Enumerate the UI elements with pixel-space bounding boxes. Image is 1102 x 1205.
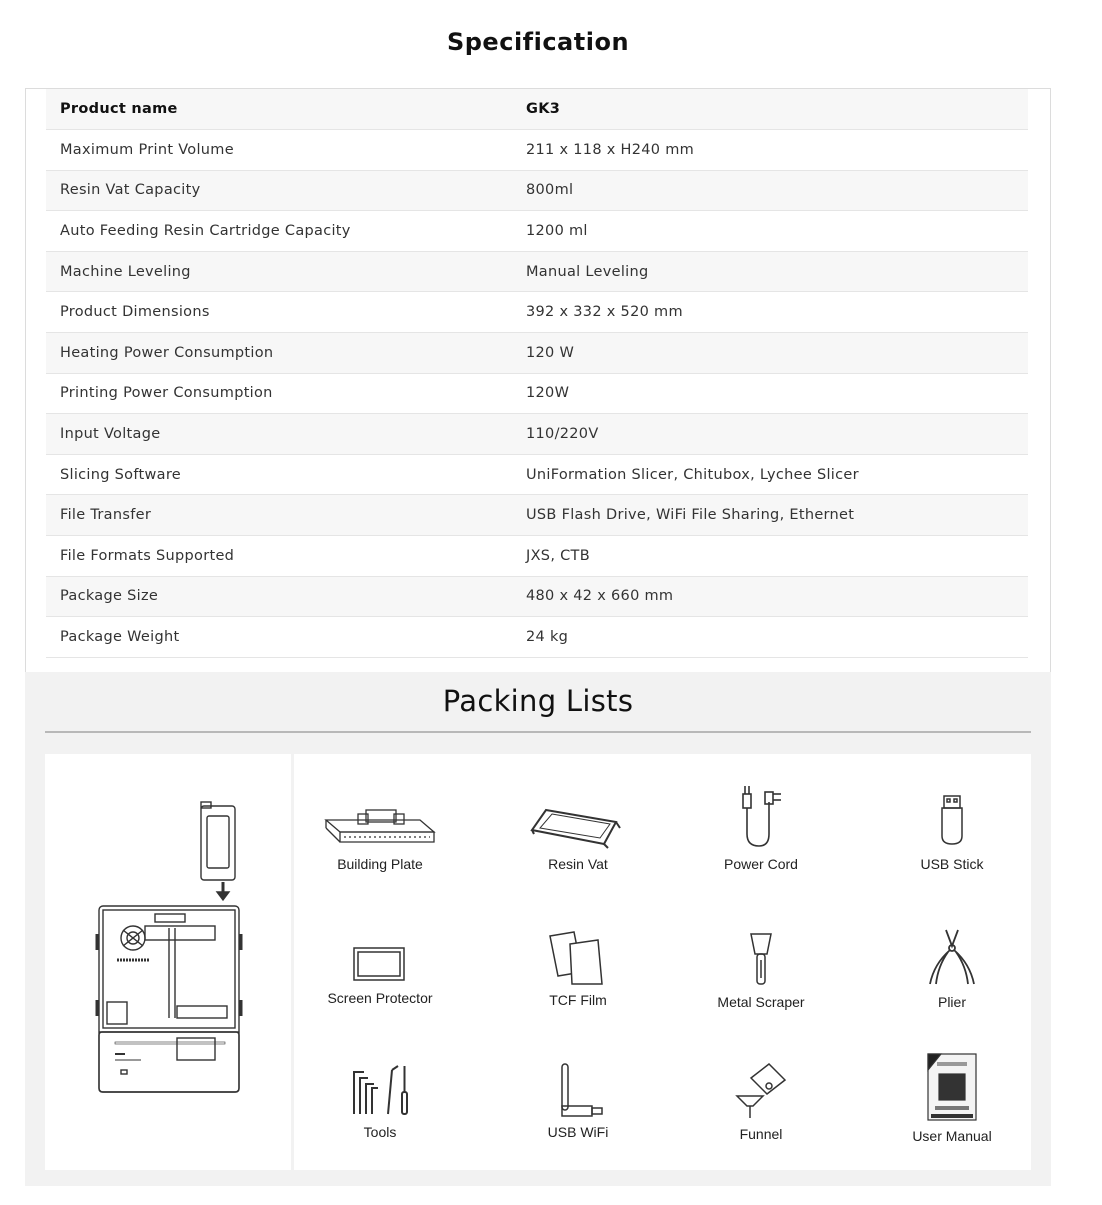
list-item: [493, 930, 663, 1008]
spec-label: Product Dimensions: [46, 292, 512, 333]
printer-illustration-panel: [45, 754, 291, 1170]
plier-icon: [922, 926, 982, 988]
spec-value: GK3: [512, 89, 1028, 130]
spec-value: 120 W: [512, 333, 1028, 374]
list-item: [493, 1062, 663, 1140]
spec-table: [46, 89, 1028, 658]
list-item: [867, 792, 1037, 872]
list-item: [676, 1060, 846, 1142]
table-row: [46, 454, 1028, 495]
spec-value: 24 kg: [512, 617, 1028, 658]
table-row: [46, 211, 1028, 252]
spec-label: Resin Vat Capacity: [46, 170, 512, 211]
usb-stick-icon: [932, 792, 972, 850]
packing-section: [25, 672, 1051, 1186]
spec-label: Slicing Software: [46, 454, 512, 495]
spec-label: Printing Power Consumption: [46, 373, 512, 414]
spec-value: 110/220V: [512, 414, 1028, 455]
list-item: [867, 1052, 1037, 1144]
spec-value: 211 x 118 x H240 mm: [512, 130, 1028, 171]
list-item: [676, 930, 846, 1010]
table-row: [46, 373, 1028, 414]
spec-label: Machine Leveling: [46, 251, 512, 292]
resin-vat-icon: [528, 804, 628, 850]
spec-value: 392 x 332 x 520 mm: [512, 292, 1028, 333]
spec-label: Heating Power Consumption: [46, 333, 512, 374]
table-row: [46, 292, 1028, 333]
packing-title: Packing Lists: [442, 684, 634, 718]
spec-label: Product name: [46, 89, 512, 130]
item-label: Plier: [937, 994, 966, 1010]
spec-value: 1200 ml: [512, 211, 1028, 252]
screen-protector-icon: [350, 944, 410, 984]
list-item: [493, 804, 663, 872]
spec-value: 120W: [512, 373, 1028, 414]
spec-label: Package Size: [46, 576, 512, 617]
spec-label: File Formats Supported: [46, 536, 512, 577]
metal-scraper-icon: [741, 930, 781, 988]
table-row: [46, 495, 1028, 536]
list-item: [867, 926, 1037, 1010]
list-item: [676, 782, 846, 872]
table-row: [46, 89, 1028, 130]
item-label: Resin Vat: [548, 856, 608, 872]
spec-label: File Transfer: [46, 495, 512, 536]
table-row: [46, 617, 1028, 658]
power-cord-icon: [721, 782, 801, 850]
spec-table-container: [25, 88, 1051, 673]
packing-items-panel: [294, 754, 1031, 1170]
list-item: [295, 1062, 465, 1140]
item-label: Funnel: [739, 1126, 783, 1142]
item-label: Screen Protector: [327, 990, 433, 1006]
list-item: [295, 804, 465, 872]
table-row: [46, 333, 1028, 374]
spec-label: Maximum Print Volume: [46, 130, 512, 171]
table-row: [46, 170, 1028, 211]
tcf-film-icon: [546, 930, 610, 986]
spec-label: Auto Feeding Resin Cartridge Capacity: [46, 211, 512, 252]
spec-label: Input Voltage: [46, 414, 512, 455]
divider: [45, 731, 1031, 733]
spec-value: USB Flash Drive, WiFi File Sharing, Ethernet: [512, 495, 1028, 536]
tools-icon: [348, 1062, 412, 1118]
funnel-icon: [729, 1060, 793, 1120]
spec-value: 480 x 42 x 660 mm: [512, 576, 1028, 617]
item-label: Metal Scraper: [717, 994, 805, 1010]
usb-wifi-icon: [548, 1062, 608, 1118]
table-row: [46, 576, 1028, 617]
spec-value: UniFormation Slicer, Chitubox, Lychee Slicer: [512, 454, 1028, 495]
table-row: [46, 536, 1028, 577]
spec-value: 800ml: [512, 170, 1028, 211]
item-label: Building Plate: [337, 856, 423, 872]
table-row: [46, 251, 1028, 292]
printer-icon: [45, 754, 291, 1170]
table-row: [46, 414, 1028, 455]
item-label: Tools: [363, 1124, 397, 1140]
spec-value: JXS, CTB: [512, 536, 1028, 577]
item-label: USB WiFi: [547, 1124, 609, 1140]
item-label: TCF Film: [549, 992, 607, 1008]
table-row: [46, 130, 1028, 171]
item-label: User Manual: [912, 1128, 992, 1144]
spec-label: Package Weight: [46, 617, 512, 658]
list-item: [295, 944, 465, 1006]
building-plate-icon: [320, 804, 440, 850]
item-label: USB Stick: [920, 856, 984, 872]
spec-title: Specification: [446, 28, 630, 56]
item-label: Power Cord: [724, 856, 798, 872]
spec-value: Manual Leveling: [512, 251, 1028, 292]
user-manual-icon: [925, 1052, 979, 1122]
